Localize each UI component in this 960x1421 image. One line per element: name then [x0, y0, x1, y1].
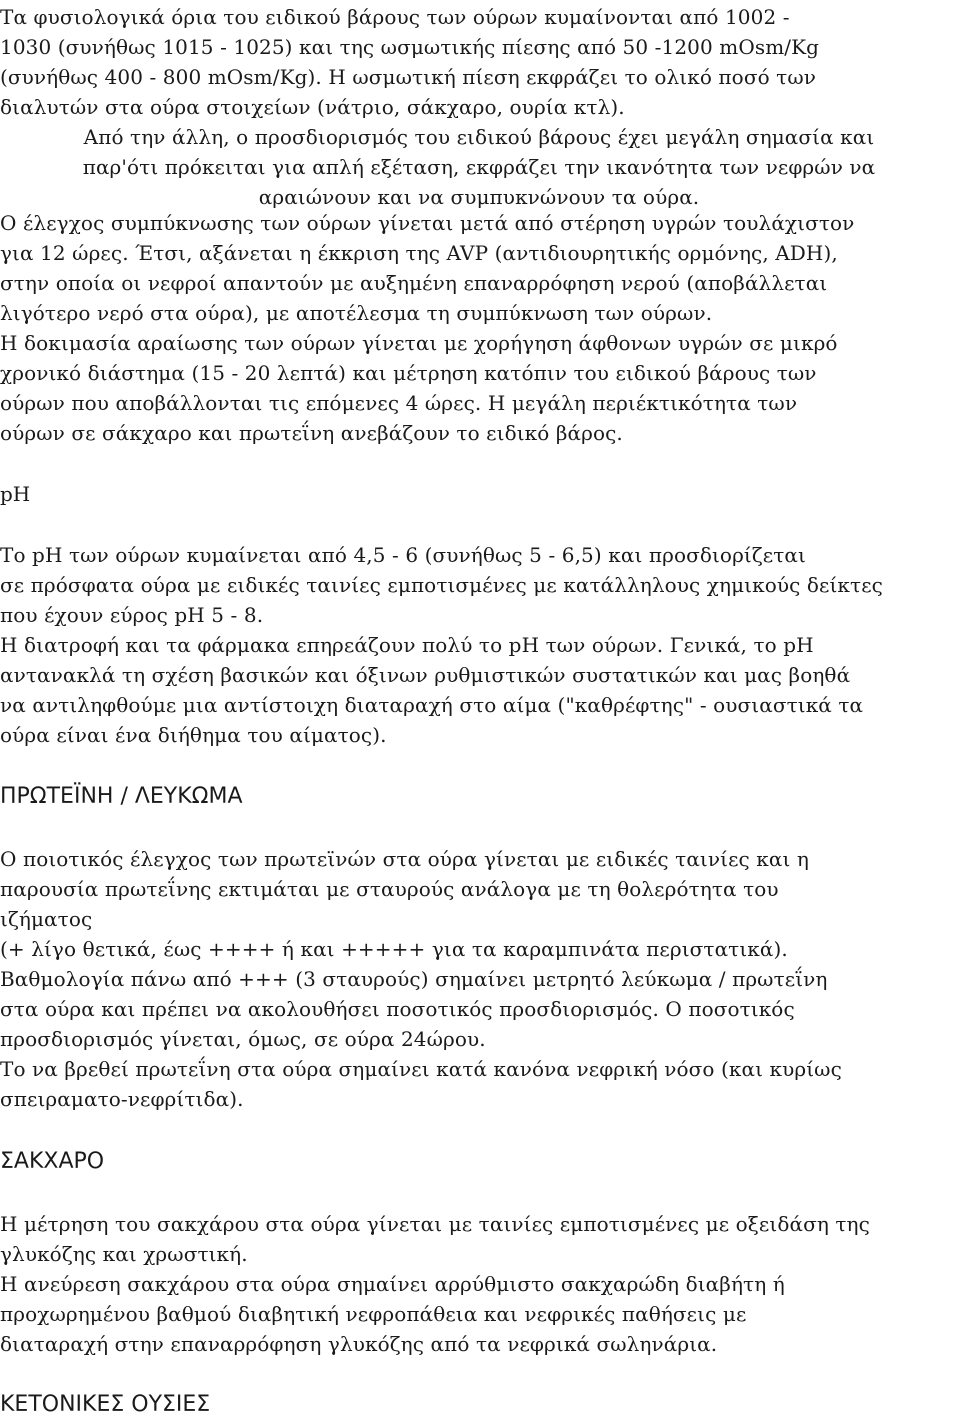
text-line: προσδιορισμός γίνεται, όμως, σε ούρα 24ώρου. — [0, 1027, 486, 1051]
text-line: Βαθμολογία πάνω από +++ (3 σταυρούς) σημαίνει μετρητό λεύκωμα / πρωτεΐνη — [0, 967, 828, 991]
text-line: Η δοκιμασία αραίωσης των ούρων γίνεται με χορήγηση άφθονων υγρών σε μικρό — [0, 331, 838, 355]
text-line: Από την άλλη, ο προσδιορισμός του ειδικού βάρους έχει μεγάλη σημασία και — [83, 125, 875, 149]
text-line: χρονικό διάστημα (15 - 20 λεπτά) και μέτρηση κατόπιν του ειδικού βάρους των — [0, 361, 817, 385]
text-line: λιγότερο νερό στα ούρα), με αποτέλεσμα τη συμπύκνωση των ούρων. — [0, 301, 713, 325]
paragraph-sugar — [0, 1209, 958, 1359]
text-line: (συνήθως 400 - 800 mOsm/Kg). Η ωσμωτική πίεση εκφράζει το ολικό ποσό των — [0, 65, 816, 89]
text-line: Το να βρεθεί πρωτεΐνη στα ούρα σημαίνει κατά κανόνα νεφρική νόσο (και κυρίως — [0, 1057, 842, 1081]
text-line: ούρα είναι ένα διήθημα του αίματος). — [0, 723, 387, 747]
text-line: γλυκόζης και χρωστική. — [0, 1242, 248, 1266]
text-line: που έχουν εύρος pH 5 - 8. — [0, 603, 264, 627]
paragraph-ph — [0, 540, 958, 750]
text-line: Η διατροφή και τα φάρμακα επηρεάζουν πολύ το pH των ούρων. Γενικά, το pH — [0, 633, 814, 657]
text-line: Ο ποιοτικός έλεγχος των πρωτεϊνών στα ούρα γίνεται με ειδικές ταινίες και η — [0, 847, 809, 871]
text-line: να αντιληφθούμε μια αντίστοιχη διαταραχή στο αίμα ("καθρέφτης" - ουσιαστικά τα — [0, 693, 864, 717]
text-line: σε πρόσφατα ούρα με ειδικές ταινίες εμποτισμένες με κατάλληλους χημικούς δείκτες — [0, 573, 883, 597]
section-heading-ketones: ΚΕΤΟΝΙΚΕΣ ΟΥΣΙΕΣ — [0, 1392, 211, 1417]
paragraph-specific-gravity-importance — [0, 122, 958, 212]
section-heading-ph: pH — [0, 482, 31, 506]
text-line: παρουσία πρωτεΐνης εκτιμάται με σταυρούς ανάλογα με τη θολερότητα του — [0, 877, 779, 901]
paragraph-protein — [0, 844, 958, 1114]
text-line: ιζήματος — [0, 907, 93, 931]
text-line: Τα φυσιολογικά όρια του ειδικού βάρους των ούρων κυμαίνονται από 1002 - — [0, 5, 790, 29]
text-line: (+ λίγο θετικά, έως ++++ ή και +++++ για τα καραμπινάτα περιστατικά). — [0, 937, 788, 961]
text-line: στα ούρα και πρέπει να ακολουθήσει ποσοτικός προσδιορισμός. Ο ποσοτικός — [0, 997, 795, 1021]
section-heading-protein: ΠΡΩΤΕΪΝΗ / ΛΕΥΚΩΜΑ — [0, 784, 243, 809]
text-line: Η μέτρηση του σακχάρου στα ούρα γίνεται με ταινίες εμποτισμένες με οξειδάση της — [0, 1212, 870, 1236]
text-line: αραιώνουν και να συμπυκνώνουν τα ούρα. — [258, 185, 700, 209]
text-line: 1030 (συνήθως 1015 - 1025) και της ωσμωτικής πίεσης από 50 -1200 mOsm/Kg — [0, 35, 820, 59]
text-line: Η ανεύρεση σακχάρου στα ούρα σημαίνει αρρύθμιστο σακχαρώδη διαβήτη ή — [0, 1272, 785, 1296]
text-line: για 12 ώρες. Έτσι, αξάνεται η έκκριση της AVP (αντιδιουρητικής ορμόνης, ADH), — [0, 241, 838, 265]
text-line: διαταραχή στην επαναρρόφηση γλυκόζης από τα νεφρικά σωληνάρια. — [0, 1332, 718, 1356]
text-line: ούρων σε σάκχαρο και πρωτεΐνη ανεβάζουν το ειδικό βάρος. — [0, 421, 623, 445]
text-line: αντανακλά τη σχέση βασικών και όξινων ρυθμιστικών συστατικών και μας βοηθά — [0, 663, 851, 687]
text-line: Ο έλεγχος συμπύκνωσης των ούρων γίνεται μετά από στέρηση υγρών τουλάχιστον — [0, 211, 855, 235]
text-line: σπειραματο-νεφρίτιδα). — [0, 1087, 244, 1111]
text-line: Το pH των ούρων κυμαίνεται από 4,5 - 6 (συνήθως 5 - 6,5) και προσδιορίζεται — [0, 543, 806, 567]
text-line: στην οποία οι νεφροί απαντούν με αυξημένη επαναρρόφηση νερού (αποβάλλεται — [0, 271, 828, 295]
paragraph-specific-gravity-limits — [0, 2, 958, 122]
paragraph-concentration-dilution-tests — [0, 208, 958, 448]
text-line: διαλυτών στα ούρα στοιχείων (νάτριο, σάκχαρο, ουρία κτλ). — [0, 95, 625, 119]
text-line: παρ'ότι πρόκειται για απλή εξέταση, εκφράζει την ικανότητα των νεφρών να — [82, 155, 876, 179]
text-line: ούρων που αποβάλλονται τις επόμενες 4 ώρες. Η μεγάλη περιέκτικότητα των — [0, 391, 798, 415]
text-line: προχωρημένου βαθμού διαβητική νεφροπάθεια και νεφρικές παθήσεις με — [0, 1302, 747, 1326]
section-heading-sugar: ΣΑΚΧΑΡΟ — [0, 1149, 105, 1174]
